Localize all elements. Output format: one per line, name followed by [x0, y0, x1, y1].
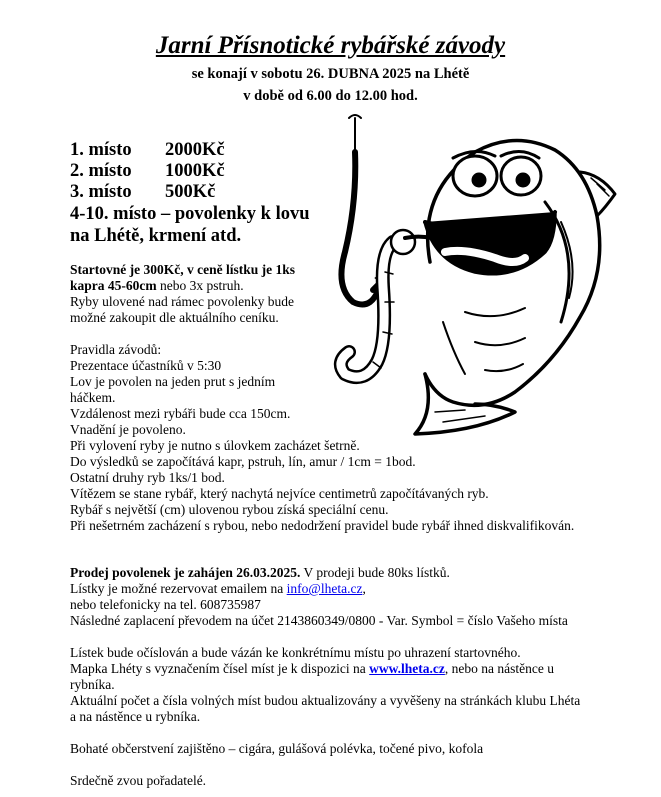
rule-item: Vnadění je povoleno. — [70, 422, 186, 437]
sales-email-line — [70, 581, 366, 597]
ticket-info: Lístek bude očíslován a bude vázán ke konkrétnímu místu po uhrazení startovného. — [70, 645, 521, 660]
map-info-line — [70, 661, 554, 677]
event-date: se konají v sobotu 26. DUBNA 2025 na Lhétě — [191, 66, 470, 82]
closing-line: Srdečně zvou pořadatelé. — [70, 773, 207, 788]
prize-amount: 500Kč — [165, 182, 216, 202]
rule-item: háčkem. — [70, 390, 116, 405]
prize-extra-line1: 4-10. místo – povolenky k lovu — [70, 204, 310, 224]
page-title: Jarní Přísnotické rybářské závody — [155, 32, 506, 59]
website-link[interactable]: www.lheta.cz — [369, 661, 445, 676]
rule-item: Při vylovení ryby je nutno s úlovkem zacházet šetrně. — [70, 438, 360, 453]
start-fee-trout: nebo 3x pstruh. — [156, 278, 244, 293]
fish-on-hook-illustration — [325, 112, 625, 442]
sales-email-suffix: , — [362, 581, 366, 596]
rule-item: Při nešetrném zacházení s rybou, nebo nedodržení pravidel bude rybář ihned diskvalifikován. — [70, 518, 575, 533]
prize-amount: 1000Kč — [165, 161, 225, 181]
rule-item: Vzdálenost mezi rybáři bude cca 150cm. — [70, 406, 291, 421]
sales-payment: Následné zaplacení převodem na účet 2143860349/0800 - Var. Symbol = číslo Vašeho místa — [70, 613, 568, 628]
free-places-info: Aktuální počet a čísla volných míst budou aktualizovány a vyvěšeny na stránkách klubu Lhéta — [70, 693, 581, 708]
prize-row-2 — [70, 161, 225, 182]
map-info-prefix: Mapka Lhéty s vyznačením čísel míst je k dispozici na — [70, 661, 370, 676]
email-link[interactable]: info@lheta.cz — [286, 581, 363, 596]
rules-heading: Pravidla závodů: — [70, 342, 162, 357]
sales-email-prefix: Lístky je možné rezervovat emailem na — [70, 581, 287, 596]
start-fee-line1: Startovné je 300Kč, v ceně lístku je 1ks — [70, 262, 295, 277]
prize-row-3 — [70, 182, 216, 203]
free-places-info-2: a na nástěnce u rybníka. — [70, 709, 201, 724]
map-info-suffix: , nebo na nástěnce u — [444, 661, 554, 676]
rule-item: Rybář s největší (cm) ulovenou rybou získá speciální cenu. — [70, 502, 389, 517]
prize-amount: 2000Kč — [165, 140, 225, 160]
prize-extra-line2: na Lhétě, krmení atd. — [70, 226, 242, 246]
start-fee-line4: možné zakoupit dle aktuálního ceníku. — [70, 310, 279, 325]
prize-place: 1. místo — [70, 140, 132, 160]
prize-row-1 — [70, 140, 225, 161]
prize-place: 2. místo — [70, 161, 132, 181]
rule-item: Lov je povolen na jeden prut s jedním — [70, 374, 276, 389]
start-fee-line3: Ryby ulovené nad rámec povolenky bude — [70, 294, 295, 309]
start-fee-line2 — [70, 278, 244, 294]
sales-start-date: Prodej povolenek je zahájen 26.03.2025. — [70, 565, 301, 580]
rule-item: Vítězem se stane rybář, který nachytá nejvíce centimetrů započítávaných ryb. — [70, 486, 489, 501]
sales-start — [70, 565, 450, 581]
event-time: v době od 6.00 do 12.00 hod. — [243, 88, 418, 104]
sales-count: V prodeji bude 80ks lístků. — [300, 565, 450, 580]
start-fee-carp: kapra 45-60cm — [70, 278, 157, 293]
refreshments: Bohaté občerstvení zajištěno – cigára, gulášová polévka, točené pivo, kofola — [70, 741, 484, 756]
rule-item: Prezentace účastníků v 5:30 — [70, 358, 222, 373]
prize-place: 3. místo — [70, 182, 132, 202]
sales-phone: nebo telefonicky na tel. 608735987 — [70, 597, 261, 612]
rule-item: Ostatní druhy ryb 1ks/1 bod. — [70, 470, 225, 485]
map-info-line2: rybníka. — [70, 677, 115, 692]
rule-item: Do výsledků se započítává kapr, pstruh, lín, amur / 1cm = 1bod. — [70, 454, 416, 469]
